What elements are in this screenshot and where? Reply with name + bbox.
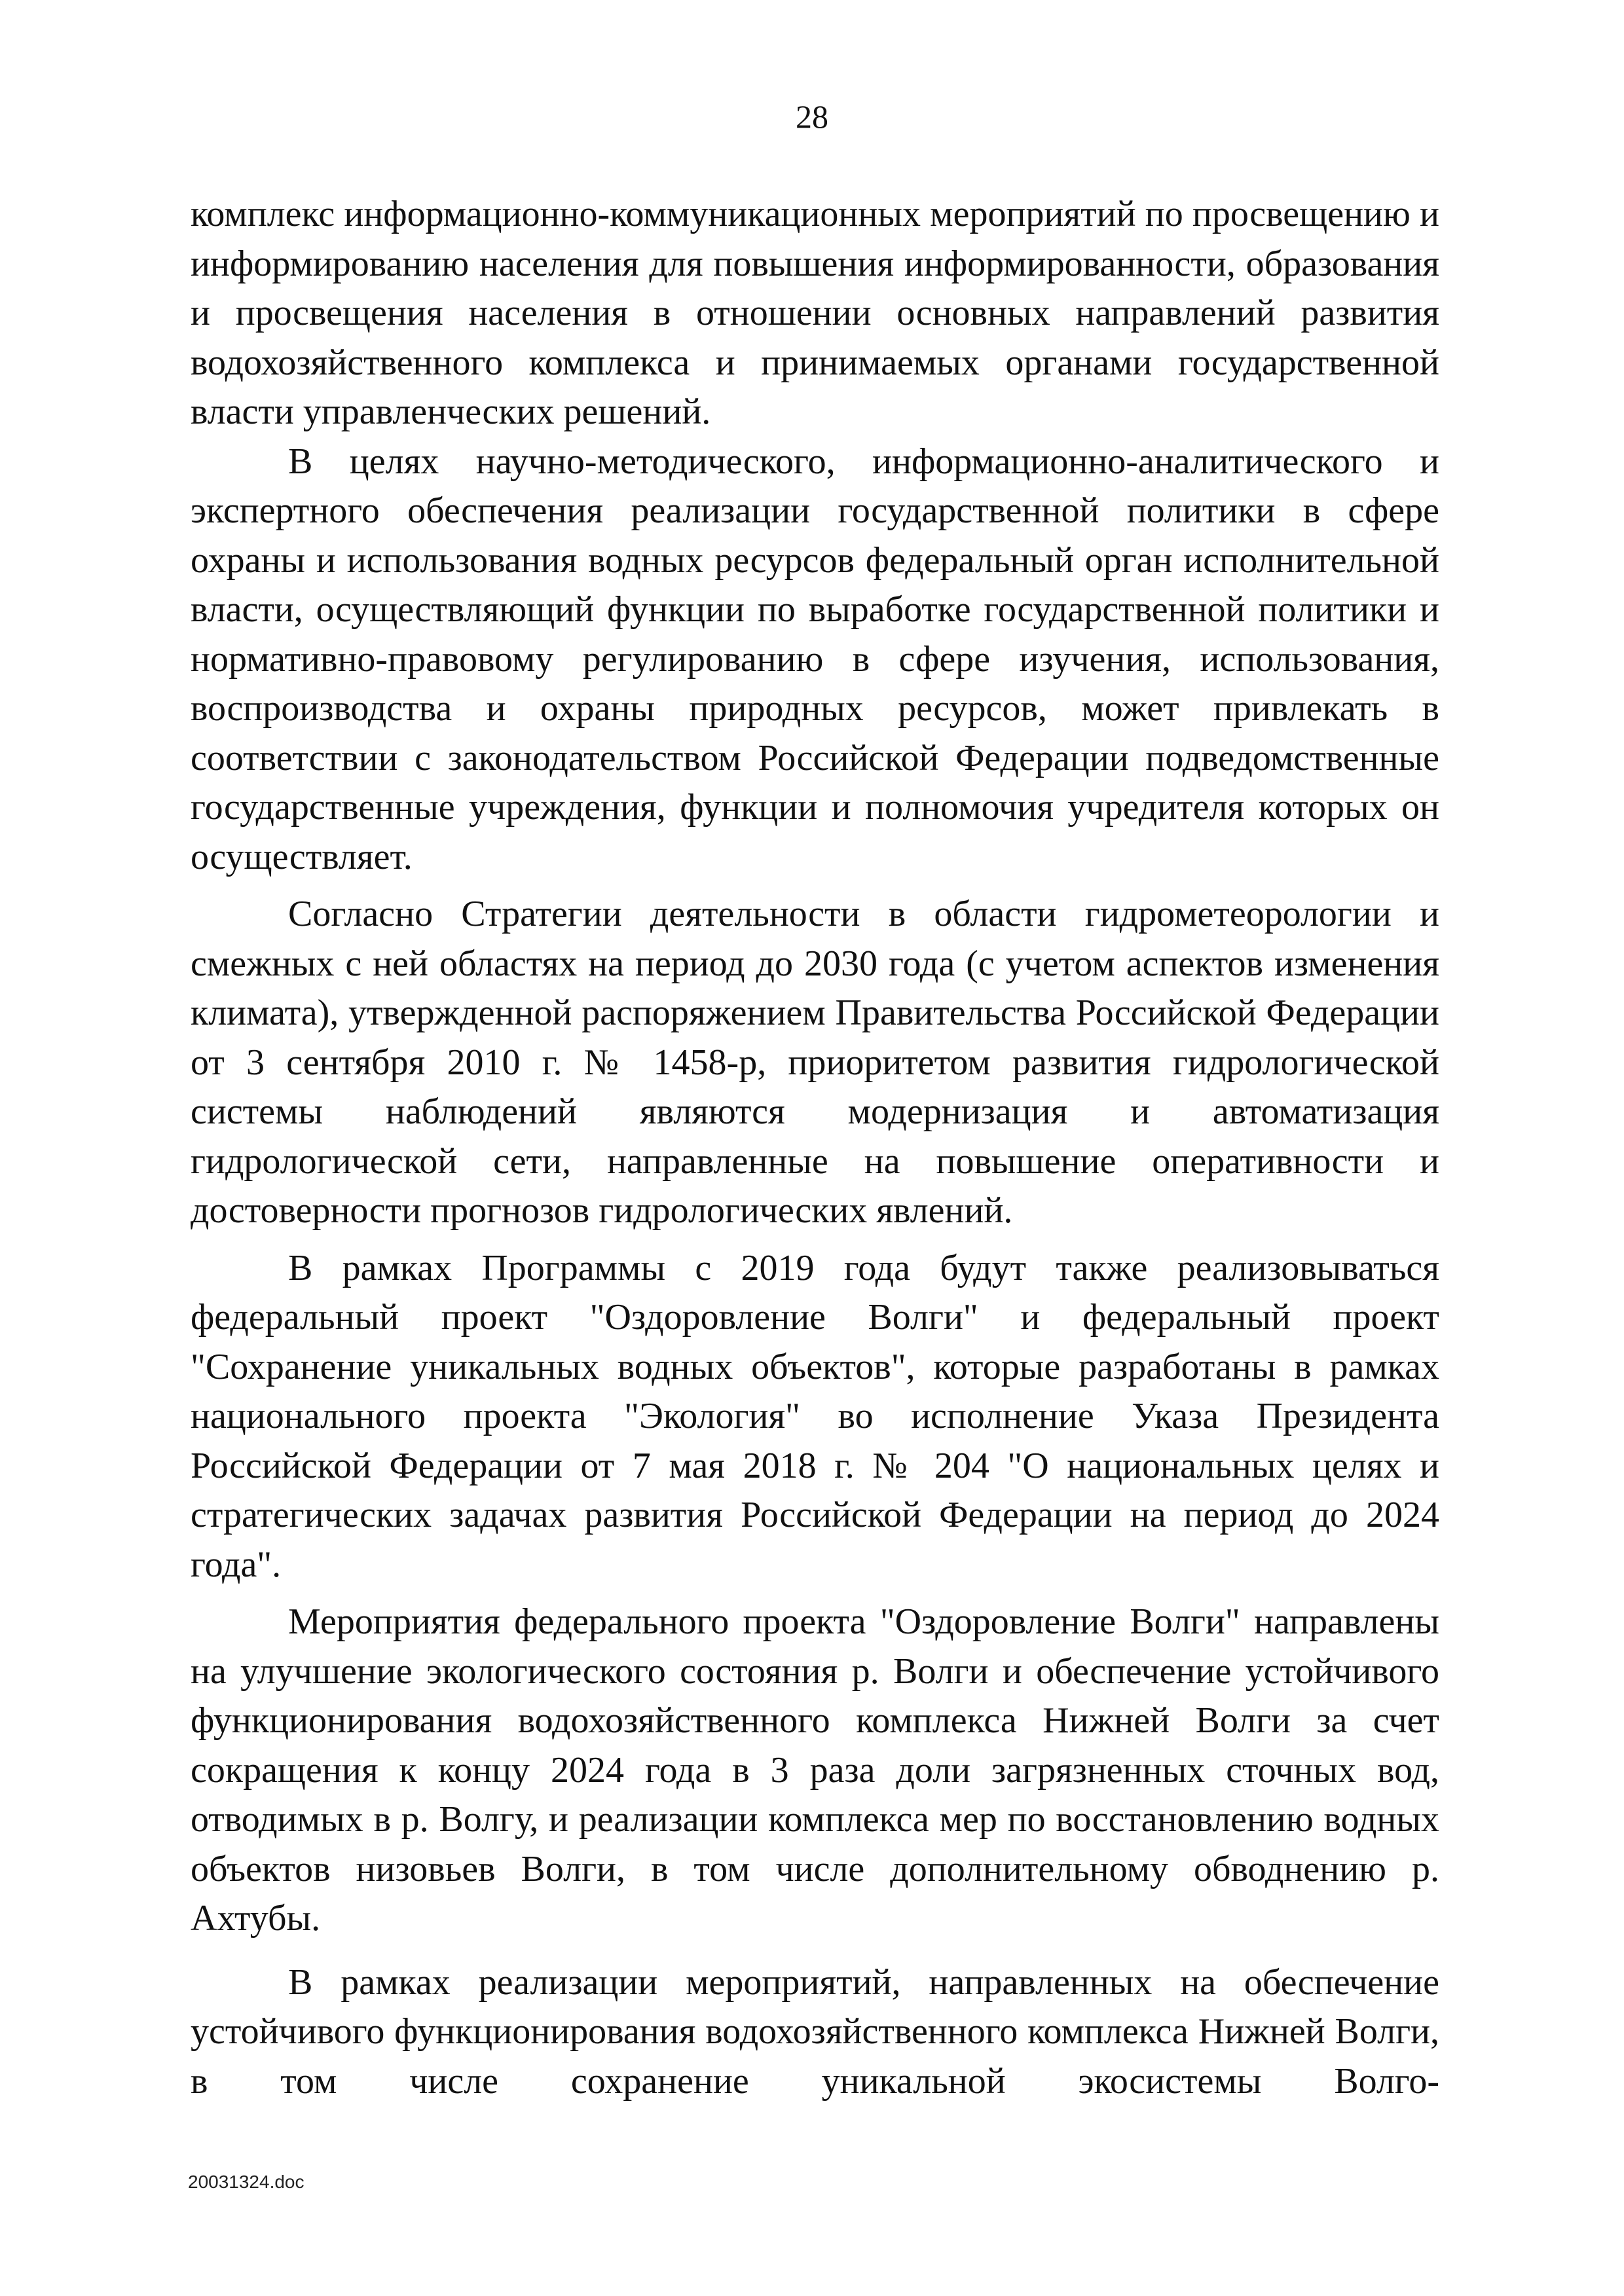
page-number: 28: [796, 98, 828, 135]
document-file-code: 20031324.doc: [188, 2172, 304, 2192]
paragraph-public-awareness: комплекс информационно-коммуникационных мероприятий по просвещению и информированию населения для повышения информированности, образования и просвещения населения в отношении основных направлений развития водохозяйственного комплекса и принимаемых органами государственной власти управленческих решений.: [191, 194, 1439, 432]
document-body: [191, 190, 1439, 2106]
paragraph-scientific-support: В целях научно-методического, информационно-аналитического и экспертного обеспечения реализации государственной политики в сфере охраны и использования водных ресурсов федеральный орган исполнительной власти, осуществляющий функции по выработке государственной политики и нормативно-правовому регулированию в сфере изучения, использования, воспроизводства и охраны природных ресурсов, может привлекать в соответствии с законодательством Российской Федерации подведомственные государственные учреждения, функции и полномочия учредителя которых он осуществляет.: [191, 441, 1439, 877]
paragraph-federal-projects: В рамках Программы с 2019 года будут также реализовываться федеральный проект "Оздоровление Волги" и федеральный проект "Сохранение уникальных водных объектов", которые разработаны в рамках национального проекта "Экология" во исполнение Указа Президента Российской Федерации от 7 мая 2018 г. № 204 "О национальных целях и стратегических задачах развития Российской Федерации на период до 2024 года".: [191, 1247, 1439, 1585]
paragraph-hydrometeorology-strategy: Согласно Стратегии деятельности в области гидрометеорологии и смежных с ней областях на период до 2030 года (с учетом аспектов изменения климата), утвержденной распоряжением Правительства Российской Федерации от 3 сентября 2010 г. № 1458-р, приоритетом развития гидрологической системы наблюдений являются модернизация и автоматизация гидрологической сети, направленные на повышение оперативности и достоверности прогнозов гидрологических явлений.: [191, 894, 1439, 1231]
paragraph-lower-volga-measures: В рамках реализации мероприятий, направленных на обеспечение устойчивого функционирования водохозяйственного комплекса Нижней Волги, в том числе сохранение уникальной экосистемы Волго-: [191, 1961, 1439, 2102]
paragraph-volga-recovery: Мероприятия федерального проекта "Оздоровление Волги" направлены на улучшение экологического состояния р. Волги и обеспечение устойчивого функционирования водохозяйственного комплекса Нижней Волги за счет сокращения к концу 2024 года в 3 раза доли загрязненных сточных вод, отводимых в р. Волгу, и реализации комплекса мер по восстановлению водных объектов низовьев Волги, в том числе дополнительному обводнению р. Ахтубы.: [191, 1601, 1439, 1939]
